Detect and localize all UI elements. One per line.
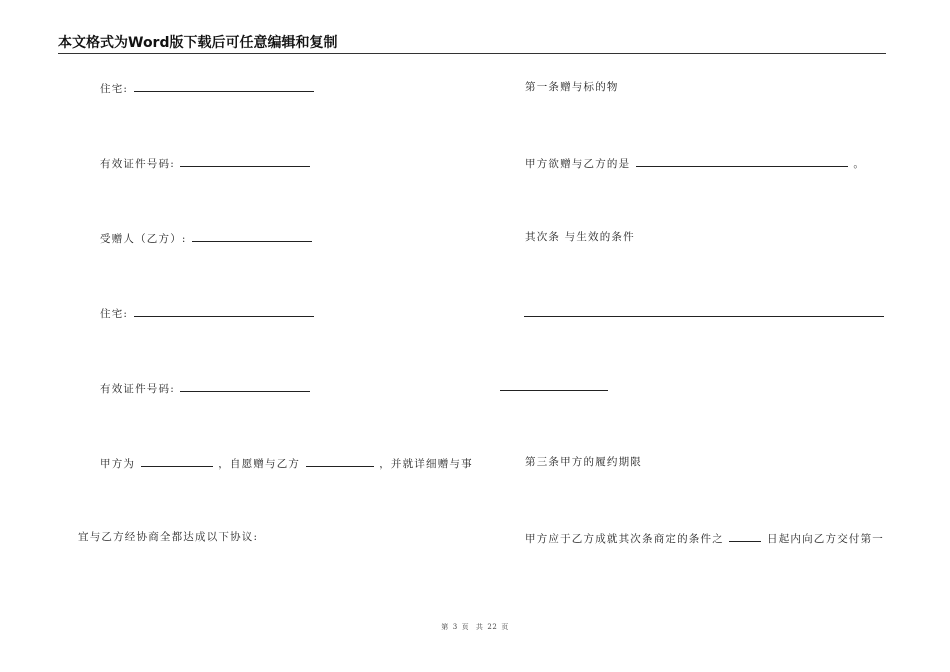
residence-line-2 — [100, 305, 315, 319]
total-unit: 页 — [501, 623, 509, 631]
article-1-title: 第一条赠与标的物 — [525, 81, 619, 93]
article-1-body — [525, 155, 865, 169]
total-prefix: 共 — [475, 623, 484, 631]
page-prefix: 第 — [441, 623, 449, 631]
condition-blank-line-1[interactable] — [524, 316, 884, 317]
id-number-label: 有效证件号码: — [100, 158, 175, 170]
page-header-title: 本文格式为Word版下载后可任意编辑和复制 — [58, 35, 338, 51]
page-unit: 页 — [461, 623, 470, 631]
residence-label: 住宅: — [100, 83, 129, 95]
page-footer — [0, 622, 950, 632]
article-3-title: 第三条甲方的履约期限 — [525, 456, 642, 468]
statement-part-b: ，自愿赠与乙方 — [218, 458, 301, 470]
days-blank[interactable] — [729, 530, 761, 542]
id-number-line-1 — [100, 155, 311, 169]
donor-name-blank[interactable] — [141, 455, 213, 467]
residence-label: 住宅: — [100, 308, 129, 320]
article-3-heading — [525, 455, 642, 469]
article-3-text-b: 日起内向乙方交付第一 — [767, 533, 884, 545]
id-number-blank[interactable] — [180, 155, 310, 167]
condition-blank-line-2[interactable] — [500, 390, 608, 391]
recipient-label: 受赠人（乙方）: — [100, 233, 187, 245]
residence-blank[interactable] — [134, 80, 314, 92]
article-1-text: 甲方欲赠与乙方的是 — [525, 158, 631, 170]
article-3-text-a: 甲方应于乙方成就其次条商定的条件之 — [525, 533, 724, 545]
id-number-label: 有效证件号码: — [100, 383, 175, 395]
statement-part-c: ，并就详细赠与事 — [379, 458, 473, 470]
gift-item-blank[interactable] — [636, 155, 848, 167]
recipient-line — [100, 230, 313, 244]
donor-statement-line — [100, 455, 473, 469]
recipient-blank[interactable] — [192, 230, 312, 242]
agreement-intro-line — [78, 530, 258, 544]
id-number-blank[interactable] — [180, 380, 310, 392]
residence-blank[interactable] — [134, 305, 314, 317]
article-1-heading — [525, 80, 619, 94]
article-1-end: 。 — [853, 158, 866, 170]
current-page-number: 3 — [452, 623, 458, 631]
statement-part-a: 甲方为 — [100, 458, 136, 470]
article-2-title: 其次条 与生效的条件 — [525, 231, 635, 243]
recipient-name-blank[interactable] — [306, 455, 374, 467]
article-3-body — [525, 530, 884, 544]
id-number-line-2 — [100, 380, 311, 394]
total-page-count: 22 — [487, 623, 498, 631]
agreement-intro-text: 宜与乙方经协商全都达成以下协议: — [78, 531, 259, 543]
header-divider — [58, 53, 886, 54]
article-2-heading — [525, 230, 635, 244]
residence-line-1 — [100, 80, 315, 94]
